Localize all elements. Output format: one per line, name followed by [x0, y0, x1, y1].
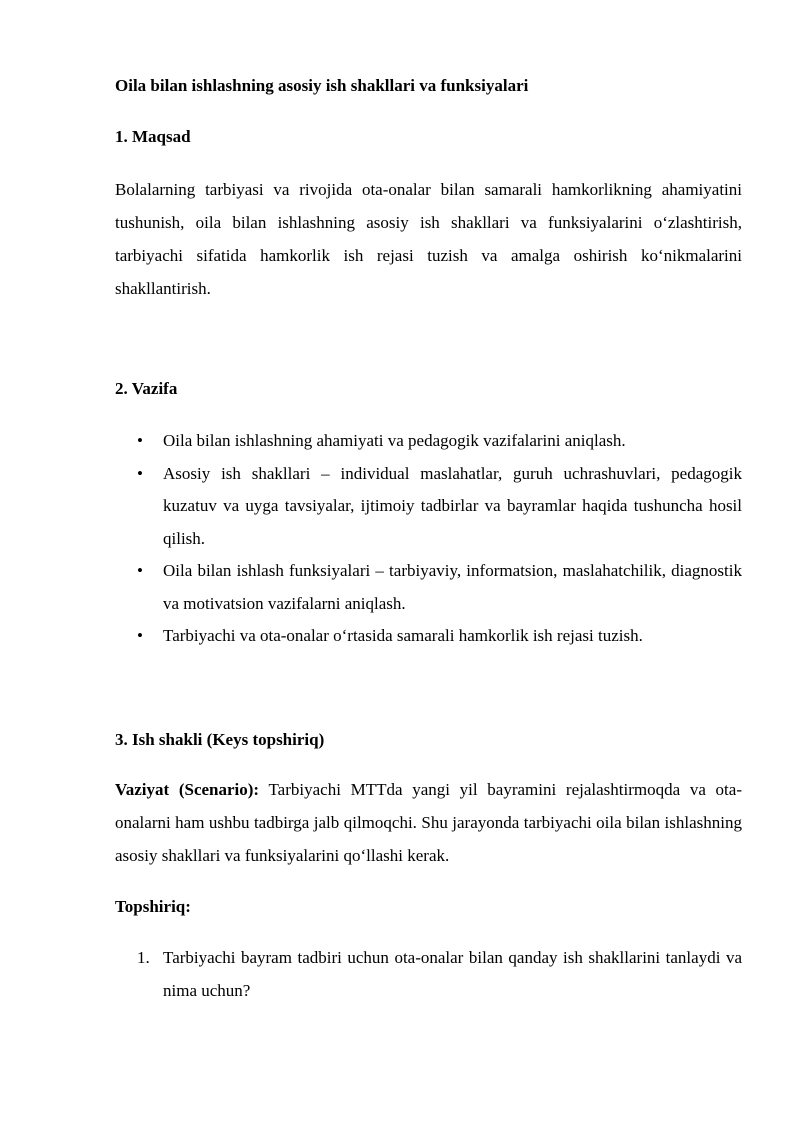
vazifa-list: [115, 425, 742, 653]
list-item: [115, 941, 742, 1007]
bullet-icon: •: [137, 463, 143, 483]
bullet-icon: •: [137, 626, 143, 645]
list-item: [115, 555, 742, 620]
section-heading-vazifa: 2. Vazifa: [115, 379, 178, 398]
list-item: [115, 425, 742, 458]
bullet-icon: •: [137, 561, 143, 580]
task-list: [115, 941, 742, 1007]
section-heading-maqsad: 1. Maqsad: [115, 127, 191, 146]
list-item-text: Oila bilan ishlash funksiyalari – tarbiyaviy, informatsion, maslahatchilik, diagnostik va motivatsion vazifalarni aniqlash.: [163, 561, 742, 613]
maqsad-paragraph: Bolalarning tarbiyasi va rivojida ota-onalar bilan samarali hamkorlikning ahamiyatini tushunish, oila bilan ishlashning asosiy ish shakllari va funksiyalarini o‘zlashtirish, tarbiyachi sifatida hamkorlik ish rejasi tuzish va amalga oshirish ko‘nikmalarini shakllantirish.: [115, 180, 742, 298]
document-title: Oila bilan ishlashning asosiy ish shakllari va funksiyalari: [115, 76, 529, 95]
list-item: [115, 458, 742, 556]
list-item-text: Oila bilan ishlashning ahamiyati va pedagogik vazifalarini aniqlash.: [163, 431, 626, 450]
bullet-icon: •: [137, 431, 143, 450]
list-item-text: Tarbiyachi va ota-onalar o‘rtasida samarali hamkorlik ish rejasi tuzish.: [163, 626, 643, 645]
list-item: [115, 620, 742, 653]
scenario-label: Vaziyat (Scenario):: [115, 780, 260, 799]
scenario-text: Tarbiyachi MTTda yangi yil bayramini rejalashtirmoqda va ota-onalarni ham ushbu tadbirga jalb qilmoqchi. Shu jarayonda tarbiyachi oila bilan ishlashning asosiy shakllari va funksiyalarini qo‘llashi kerak.: [115, 780, 742, 865]
task-text: Tarbiyachi bayram tadbiri uchun ota-onalar bilan qanday ish shakllarini tanlaydi va nima uchun?: [163, 948, 742, 1000]
list-item-text: Asosiy ish shakllari – individual maslahatlar, guruh uchrashuvlari, pedagogik kuzatuv va uyga tavsiyalar, ijtimoiy tadbirlar va bayramlar haqida tushuncha hosil qilish.: [163, 463, 742, 548]
scenario-paragraph: [115, 773, 742, 872]
task-label: Topshiriq:: [115, 897, 191, 916]
task-number: 1.: [137, 948, 150, 967]
section-heading-ish-shakli: 3. Ish shakli (Keys topshiriq): [115, 730, 325, 749]
